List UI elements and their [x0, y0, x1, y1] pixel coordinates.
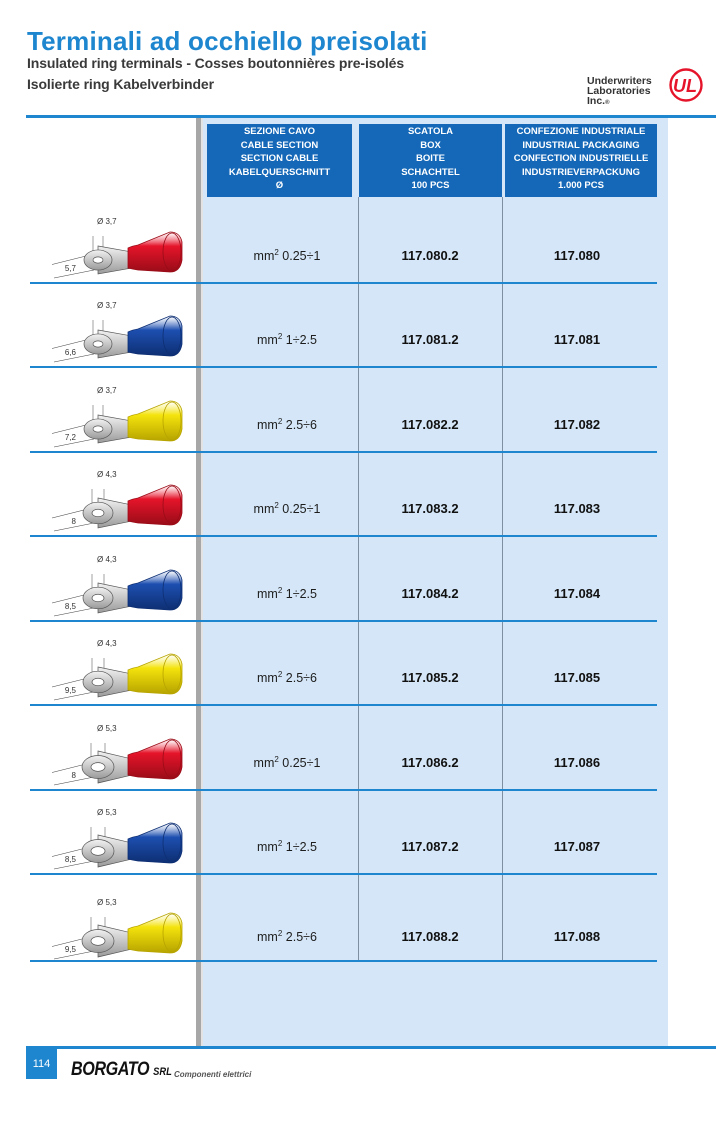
brand-logo: BORGATO SRL: [71, 1059, 172, 1080]
hole-diameter-label: Ø 5,3: [97, 808, 117, 817]
page-number: 114: [26, 1049, 57, 1079]
page-title: Terminali ad occhiello preisolati: [27, 26, 428, 56]
bottom-rule: [26, 1046, 716, 1049]
cable-section-cell: $mm^2$ 0.25÷1: [253, 248, 321, 263]
header-industrial-packaging: CONFEZIONE INDUSTRIALE INDUSTRIAL PACKAGING CONFECTION INDUSTRIELLE INDUSTRIEVERPACKUNG 1.000 PCS: [505, 124, 657, 197]
panel-left-highlight: [201, 118, 203, 1046]
ul-logo-icon: [669, 68, 703, 102]
svg-text:UL: UL: [673, 76, 697, 96]
ring-terminal-icon: [48, 385, 194, 459]
industrial-code-cell: 117.080: [553, 248, 601, 263]
ul-certification-text: Underwriters Laboratories Inc.®: [587, 75, 652, 107]
hole-diameter-label: Ø 4,3: [97, 555, 117, 564]
subtitle-line-1: Insulated ring terminals - Cosses boutonnières pre-isolés: [27, 55, 405, 71]
row-separator: [30, 789, 657, 791]
ring-terminal-icon: [48, 807, 194, 881]
ring-width-label: 8,5: [64, 855, 76, 864]
ring-width-label: 9,5: [64, 945, 76, 954]
cable-section-cell: $mm^2$ 0.25÷1: [253, 755, 321, 770]
cable-section-cell: $mm^2$ 2.5÷6: [257, 929, 317, 944]
industrial-code-cell: 117.082: [553, 417, 601, 432]
industrial-code-cell: 117.081: [553, 332, 601, 347]
hole-diameter-label: Ø 4,3: [97, 639, 117, 648]
cable-section-cell: $mm^2$ 0.25÷1: [253, 501, 321, 516]
industrial-code-cell: 117.088: [553, 929, 601, 944]
cable-section-cell: $mm^2$ 2.5÷6: [257, 670, 317, 685]
ring-width-label: 9,5: [64, 686, 76, 695]
row-separator: [30, 282, 657, 284]
row-separator: [30, 451, 657, 453]
subtitle-line-2: Isolierte ring Kabelverbinder: [27, 76, 214, 92]
industrial-code-cell: 117.084: [553, 586, 601, 601]
row-separator: [30, 960, 657, 962]
cable-section-cell: $mm^2$ 2.5÷6: [257, 417, 317, 432]
row-separator: [30, 873, 657, 875]
hole-diameter-label: Ø 4,3: [97, 470, 117, 479]
box-code-cell: 117.082.2: [401, 417, 459, 432]
hole-diameter-label: Ø 3,7: [97, 386, 117, 395]
hole-diameter-label: Ø 3,7: [97, 217, 117, 226]
hole-diameter-label: Ø 5,3: [97, 724, 117, 733]
hole-diameter-label: Ø 3,7: [97, 301, 117, 310]
cable-section-cell: $mm^2$ 1÷2.5: [257, 586, 317, 601]
industrial-code-cell: 117.087: [553, 839, 601, 854]
box-code-cell: 117.081.2: [401, 332, 459, 347]
hole-diameter-label: Ø 5,3: [97, 898, 117, 907]
cable-section-cell: $mm^2$ 1÷2.5: [257, 839, 317, 854]
industrial-code-cell: 117.086: [553, 755, 601, 770]
brand-tagline: Componenti elettrici: [174, 1070, 252, 1079]
ring-terminal-icon: [48, 469, 194, 543]
industrial-code-cell: 117.083: [553, 501, 601, 516]
ring-width-label: 5,7: [64, 264, 76, 273]
ring-width-label: 7,2: [64, 433, 76, 442]
box-code-cell: 117.087.2: [401, 839, 459, 854]
box-code-cell: 117.086.2: [401, 755, 459, 770]
ring-width-label: 8,5: [64, 602, 76, 611]
ring-width-label: 8: [71, 517, 76, 526]
box-code-cell: 117.080.2: [401, 248, 459, 263]
header-box: SCATOLA BOX BOITE SCHACHTEL 100 PCS: [359, 124, 502, 197]
ring-width-label: 6,6: [64, 348, 76, 357]
ring-terminal-icon: [48, 723, 194, 797]
header-cable-section: SEZIONE CAVO CABLE SECTION SECTION CABLE KABELQUERSCHNITT Ø: [207, 124, 352, 197]
ring-terminal-icon: [48, 216, 194, 290]
ring-width-label: 8: [71, 771, 76, 780]
ring-terminal-icon: [48, 638, 194, 712]
box-code-cell: 117.084.2: [401, 586, 459, 601]
row-separator: [30, 535, 657, 537]
ring-terminal-icon: [48, 554, 194, 628]
box-code-cell: 117.085.2: [401, 670, 459, 685]
cable-section-cell: $mm^2$ 1÷2.5: [257, 332, 317, 347]
box-code-cell: 117.083.2: [401, 501, 459, 516]
row-separator: [30, 704, 657, 706]
row-separator: [30, 620, 657, 622]
row-separator: [30, 366, 657, 368]
ring-terminal-icon: [48, 300, 194, 374]
box-code-cell: 117.088.2: [401, 929, 459, 944]
industrial-code-cell: 117.085: [553, 670, 601, 685]
